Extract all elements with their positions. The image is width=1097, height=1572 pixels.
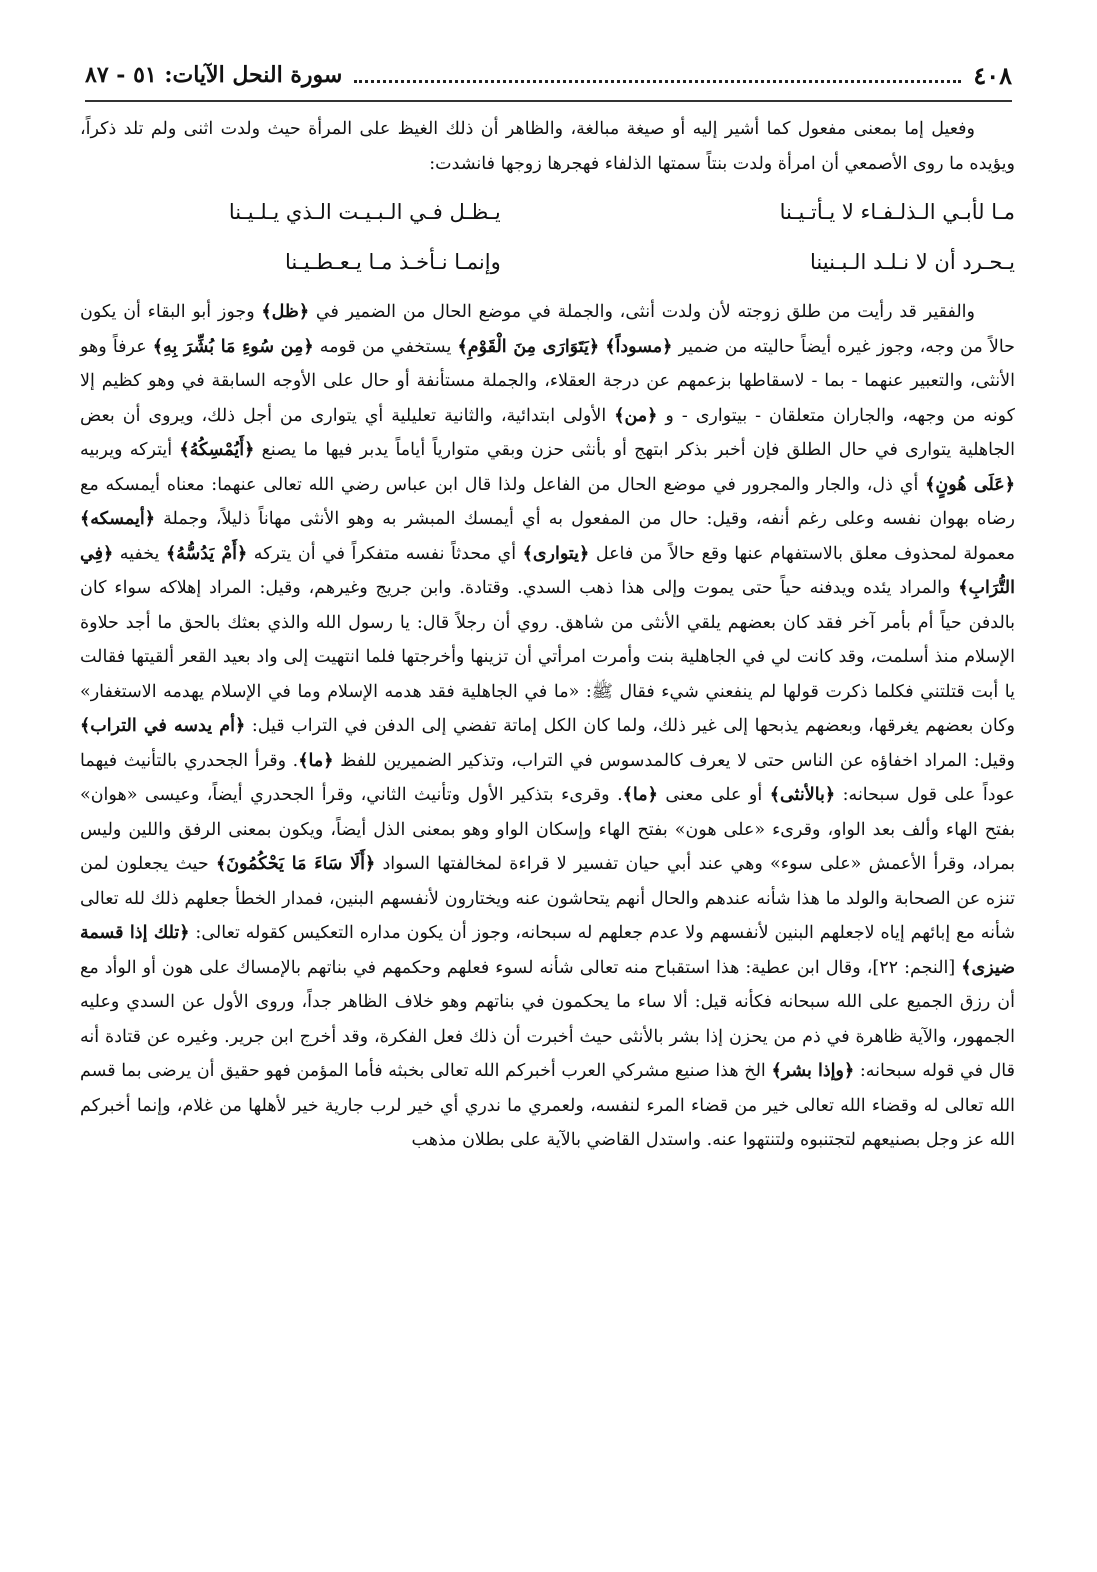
verse-first-hemistich: يـحـرد أن لا نـلـد الـبـنينا	[810, 249, 1015, 274]
text-run: حيث يجعلون لمن تنزه عن الصحابة والولد ما هذا شأنه عندهم والحال أنهم يتحاشون عنه ويختارون لأنفسهم البنين، فمدار الخطأ جعلهم ذلك لله تعالى شأنه مع إبائهم إياه لاجعلهم البنين لأنفسهم ولا عدم جعلهم له سبحانه، وجوز أن يكون مداره التعكيس كقوله تعالى:	[80, 854, 1015, 943]
quran-quote: ﴿أَمْ يَدُسُّهُ﴾	[165, 543, 248, 564]
quran-quote: ﴿ما﴾	[298, 750, 334, 771]
commentary-body	[80, 112, 1015, 1158]
verse-second-hemistich: يـظـل فـي الـبـيـت الـذي يـلـيـنا	[228, 199, 501, 224]
text-run: أي ذل، والجار والمجرور في موضع الحال من الفاعل ولذا قال ابن عباس رضي الله تعالى عنهما: معناه أيمسكه مع رضاه بهوان نفسه وعلى رغم أنفه، وقيل: حال من المفعول به أي أيمسك المبشر به وهو الأنثى مهاناً ذليلاً، وجملة	[80, 474, 1015, 529]
text-run: والمراد يئده ويدفنه حياً حتى يموت وإلى هذا ذهب السدي. وقتادة. وابن جريج وغيرهم، وقيل: المراد إهلاكه سواء كان بالدفن حياً أم بأمر آخر فقد كان بعضهم يلقي الأنثى من شاهق. روي أن رجلاً قال: يا رسول الله والذي بعثك بالحق ما أجد حلاوة الإسلام منذ أسلمت، وقد كانت لي في الجاهلية بنت وأمرت امرأتي أن تزينها وأخرجتها فلما انتهيت إلى واد بعيد القعر ألقيتها فقالت يا أبت قتلتني فكلما ذكرت قولها لم ينفعني شيء فقال ﷺ: «ما في الجاهلية فقد هدمه الإسلام وما في الإسلام يهدمه الاستغفار» وكان بعضهم يغرقها، وبعضهم يذبحها إلى غير ذلك، ولما كان الكل إماتة تفضي إلى الدفن في التراب قيل:	[80, 578, 1015, 736]
text-run: . وقرىء بتذكير الأول وتأنيث الثاني، وقرأ الجحدري أيضاً، وعيسى «هوان» بفتح الهاء وألف بعد الواو، وقرىء «على هون» بفتح الهاء وإسكان الواو وهو بمعنى الذل أيضاً، ويكون بمعنى الرفق واللين وليس بمراد، وقرأ الأعمش «على سوء» وهي عند أبي حيان تفسير لا قراءة لمخالفتها السواد	[80, 785, 1015, 874]
quran-quote: ﴿يَتَوَارَى مِنَ الْقَوْمِ﴾	[457, 336, 600, 357]
poem	[80, 187, 1015, 287]
quran-quote: ﴿مسوداً﴾	[605, 336, 673, 357]
surah-title: سورة النحل الآيات: ٥١ - ٨٧	[85, 62, 343, 88]
quran-quote: ﴿فِي التُّرَابِ﴾	[80, 543, 1015, 598]
text-run: يخفيه	[113, 543, 166, 564]
quran-quote: ﴿بالأنثى﴾	[769, 785, 836, 805]
quran-quote: ﴿مِن سُوءِ مَا بُشِّرَ بِهِ﴾	[152, 336, 314, 357]
text-run: الأولى ابتدائية، والثانية تعليلية أي يتوارى من أجل ذلك، ويروى أن بعض الجاهلية يتوارى في حال الطلق فإن أخبر بذكر ابتهج أو بأنثى حزن وبقي متوارياً أياماً يدبر فيها ما يصنع	[80, 405, 1015, 460]
quran-quote: ﴿يتوارى﴾	[522, 543, 590, 564]
header-dot-leader	[354, 80, 961, 83]
quran-quote: ﴿تلك إذا قسمة ضيزى﴾	[80, 923, 1015, 978]
paragraph-intro: وفعيل إما بمعنى مفعول كما أشير إليه أو صيغة مبالغة، والظاهر أن ذلك الغيظ على المرأة حيث ولدت اثنى ولم تلد ذكراً، ويؤيده ما روى الأصمعي أن امرأة ولدت بنتاً سمتها الذلفاء فهجرها زوجها فانشدت:	[80, 119, 1015, 174]
text-run: أي محدثاً نفسه متفكراً في أن يتركه	[247, 543, 523, 564]
page-number: ٤٠٨	[973, 60, 1012, 90]
text-run: الخ هذا صنيع مشركي العرب أخبركم الله تعالى بخبثه فأما المؤمن فهو حقيق أن يرضى بما قسم الله تعالى له وقضاء الله تعالى خير من قضاء المرء لنفسه، ولعمري ما ندري أي خير لرب جارية خير لأهلها من غلام، وإنما أخبركم الله عز وجل بصنيعهم لتجتنبوه ولتنتهوا عنه. واستدل القاضي بالآية على بطلان مذهب	[80, 1061, 1015, 1150]
verse-first-hemistich: مـا لأبـي الـذلـفـاء لا يـأتـيـنا	[779, 199, 1015, 224]
quran-quote: ﴿أَيُمْسِكُهُ﴾	[179, 440, 255, 460]
poem-verse	[80, 187, 1015, 237]
quran-quote: ﴿عَلَى هُونٍ﴾	[925, 474, 1015, 495]
text-run: أيتركه ويربيه	[80, 440, 180, 460]
text-run: أو على معنى	[657, 785, 770, 805]
text-run: . وقرأ الجحدري بالتأنيث فيهما عوداً على قول سبحانه:	[80, 750, 1015, 805]
quran-quote: ﴿أيمسكه﴾	[80, 509, 156, 529]
text-run: عرفاً وهو الأنثى، والتعبير عنهما - بما - لاسقاطها بزعمهم عن درجة العقلاء، والجملة مستأنفة أو حال على الأوجه السابقة في وهو كظيم إلا كونه من وجهه، والجاران متعلقان - بيتوارى - و	[80, 336, 1015, 426]
text-run: وقيل: المراد اخفاؤه عن الناس حتى لا يعرف كالمدسوس في التراب، وتذكير الضميرين للفظ	[333, 750, 1015, 771]
verse-second-hemistich: وإنمـا نـأخـذ مـا يـعـطـيـنا	[284, 249, 501, 274]
poem-verse	[80, 237, 1015, 287]
text-run: وجوز أبو البقاء أن يكون حالاً من وجه، وجوز غيره أيضاً حاليته من ضمير	[80, 302, 1015, 357]
quran-quote: ﴿ظل﴾	[261, 302, 310, 322]
text-run: يستخفي من قومه	[313, 336, 458, 357]
quran-quote: ﴿ما﴾	[622, 785, 658, 805]
header-rule	[85, 100, 1012, 102]
running-header	[85, 58, 1012, 92]
quran-quote: ﴿وإذا بشر﴾	[771, 1061, 855, 1081]
quran-quote: ﴿من﴾	[614, 405, 658, 426]
paragraph-commentary	[80, 295, 1015, 1158]
quran-quote: ﴿أم يدسه في التراب﴾	[80, 716, 246, 736]
quran-quote: ﴿أَلَا سَاءَ مَا يَحْكُمُونَ﴾	[215, 854, 376, 874]
text-run: والفقير قد رأيت من طلق زوجته لأن ولدت أنثى، والجملة في موضع الحال من الضمير في	[309, 302, 975, 322]
text-run: معمولة لمحذوف معلق بالاستفهام عنها وقع حالاً من فاعل	[589, 543, 1016, 564]
text-run: [النجم: ٢٢]، وقال ابن عطية: هذا استقباح منه تعالى شأنه لسوء فعلهم وحكمهم في بناتهم بالإمساك على هون أو الوأد مع أن رزق الجميع على الله سبحانه فكأنه قيل: ألا ساء ما يحكمون في بناتهم وهو خلاف الظاهر جداً، وروى الأول عن السدي وعليه الجمهور، والآية ظاهرة في ذم من يحزن إذا بشر بالأنثى حيث أخبرت أن ذلك فعل الفكرة، وقد أخرج ابن جرير. وغيره عن قتادة أنه قال في قوله سبحانه:	[80, 957, 1015, 1081]
